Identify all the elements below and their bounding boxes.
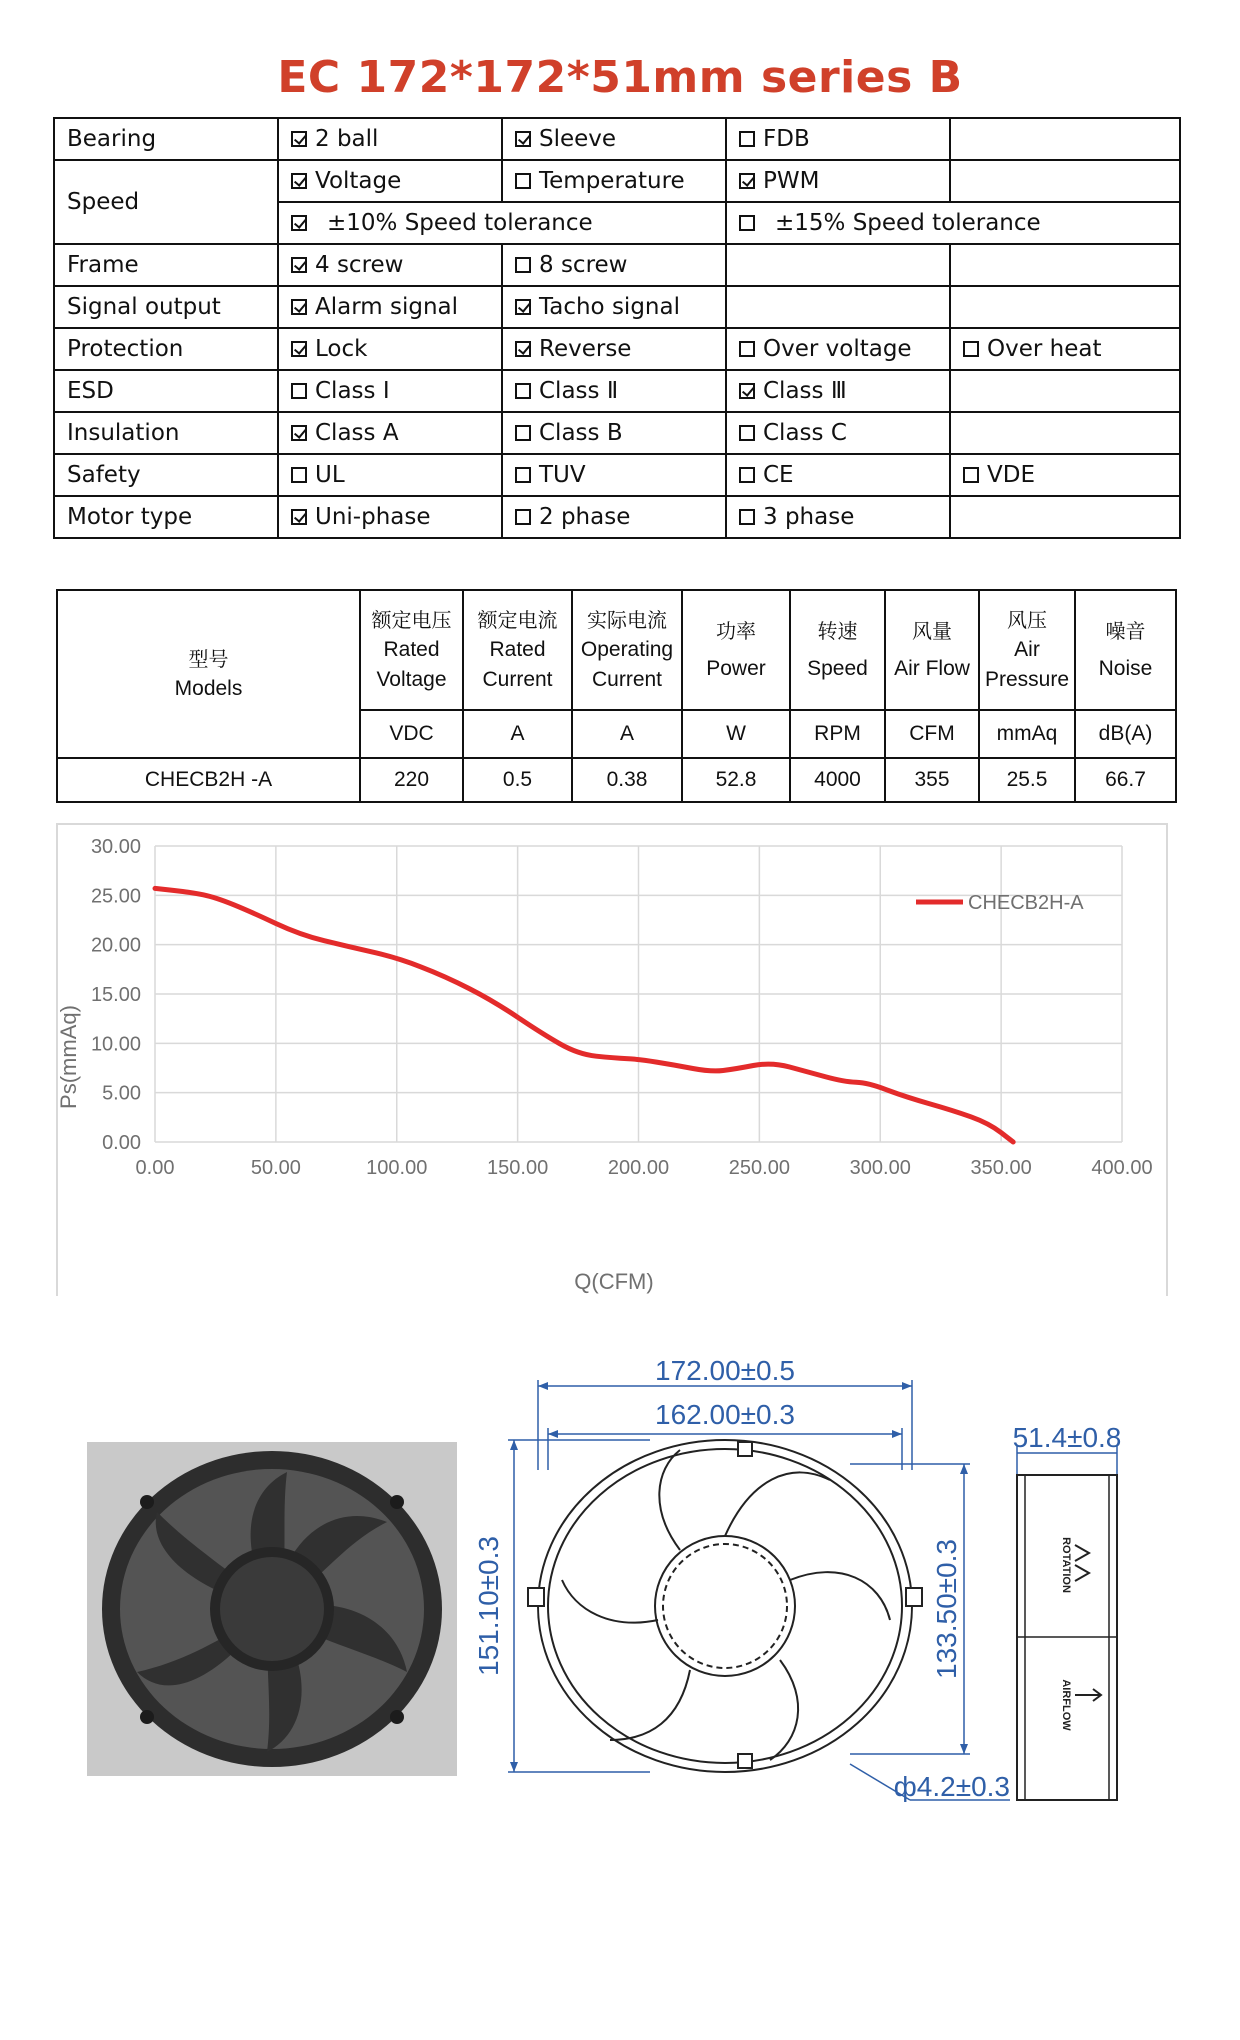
dim-thickness: 51.4±0.8 — [1012, 1422, 1122, 1453]
option-ce: CE — [726, 454, 950, 496]
checked-box-icon — [291, 341, 307, 357]
unit-cell: dB(A) — [1075, 710, 1176, 758]
models-table — [56, 589, 1177, 803]
value-cell: 220 — [360, 758, 463, 802]
y-tick-label: 25.00 — [90, 885, 141, 908]
empty-box-icon — [515, 173, 531, 189]
checked-box-icon — [291, 425, 307, 441]
header-rated-current: 额定电流 Rated Current — [463, 590, 572, 710]
option-class-3: Class Ⅲ — [726, 370, 950, 412]
empty-cell — [950, 496, 1180, 538]
front-dimension-drawing — [473, 1355, 1020, 1820]
empty-cell — [950, 286, 1180, 328]
chart-grid — [155, 846, 1122, 1142]
value-cell: 0.38 — [572, 758, 682, 802]
checked-box-icon — [515, 341, 531, 357]
empty-cell — [950, 118, 1180, 160]
checked-box-icon — [739, 383, 755, 399]
empty-box-icon — [515, 467, 531, 483]
y-tick-label: 15.00 — [90, 984, 141, 1006]
y-tick-label: 30.00 — [90, 836, 141, 858]
rotation-label: ROTATION — [1060, 1537, 1072, 1593]
x-tick-label: 400.00 — [1091, 1157, 1153, 1179]
unit-cell: CFM — [885, 710, 979, 758]
option-ul: UL — [278, 454, 502, 496]
value-cell: 25.5 — [979, 758, 1075, 802]
empty-box-icon — [963, 341, 979, 357]
header-rated-voltage: 额定电压 Rated Voltage — [360, 590, 463, 710]
dim-inner-width: 162.00±0.3 — [655, 1399, 795, 1430]
checked-box-icon — [291, 215, 307, 231]
checked-box-icon — [291, 299, 307, 315]
x-tick-label: 100.00 — [366, 1157, 428, 1179]
header-air-flow: 风量 Air Flow — [885, 590, 979, 710]
x-tick-labels — [136, 1157, 1153, 1179]
empty-box-icon — [291, 383, 307, 399]
page-title: EC 172*172*51mm series B — [277, 52, 963, 103]
empty-cell — [726, 244, 950, 286]
spec-label-signal: Signal output — [54, 286, 278, 328]
empty-cell — [950, 160, 1180, 202]
empty-box-icon — [739, 131, 755, 147]
option-2-phase: 2 phase — [502, 496, 726, 538]
series-line — [155, 888, 1013, 1142]
dim-hole-spacing: 133.50±0.3 — [931, 1539, 962, 1679]
value-cell: 66.7 — [1075, 758, 1176, 802]
option-class-b: Class B — [502, 412, 726, 454]
airflow-label: AIRFLOW — [1060, 1679, 1072, 1731]
spec-label-speed: Speed — [54, 160, 278, 244]
y-axis-label: Ps(mmAq) — [56, 1005, 81, 1109]
unit-cell: mmAq — [979, 710, 1075, 758]
x-tick-label: 350.00 — [970, 1157, 1032, 1179]
pq-chart-frame — [56, 823, 1168, 1296]
spec-label-protection: Protection — [54, 328, 278, 370]
option-8-screw: 8 screw — [502, 244, 726, 286]
dim-hole-diameter: ф4.2±0.3 — [893, 1771, 1010, 1802]
side-dimension-drawing — [995, 1405, 1165, 1815]
option-class-1: Class Ⅰ — [278, 370, 502, 412]
x-axis-label: Q(CFM) — [574, 1269, 654, 1294]
empty-box-icon — [739, 341, 755, 357]
empty-box-icon — [515, 425, 531, 441]
unit-cell: RPM — [790, 710, 885, 758]
empty-cell — [950, 412, 1180, 454]
empty-box-icon — [739, 215, 755, 231]
option-uni-phase: Uni-phase — [278, 496, 502, 538]
checked-box-icon — [291, 509, 307, 525]
option-lock: Lock — [278, 328, 502, 370]
spec-label-esd: ESD — [54, 370, 278, 412]
header-noise: 噪音 Noise — [1075, 590, 1176, 710]
model-name-cell: CHECB2H -A — [57, 758, 360, 802]
y-tick-label: 0.00 — [102, 1132, 141, 1154]
option-3-phase: 3 phase — [726, 496, 950, 538]
y-tick-labels — [91, 836, 141, 1154]
empty-box-icon — [515, 509, 531, 525]
option-15pct-tolerance: ±15% Speed tolerance — [726, 202, 1180, 244]
spec-label-frame: Frame — [54, 244, 278, 286]
unit-cell: A — [572, 710, 682, 758]
header-air-pressure: 风压 Air Pressure — [979, 590, 1075, 710]
option-tacho-signal: Tacho signal — [502, 286, 726, 328]
checked-box-icon — [291, 131, 307, 147]
value-cell: 52.8 — [682, 758, 790, 802]
empty-box-icon — [739, 509, 755, 525]
option-vde: VDE — [950, 454, 1180, 496]
option-class-a: Class A — [278, 412, 502, 454]
x-tick-label: 0.00 — [135, 1157, 175, 1179]
empty-cell — [950, 370, 1180, 412]
fan-photo — [87, 1442, 457, 1776]
option-fdb: FDB — [726, 118, 950, 160]
empty-box-icon — [515, 383, 531, 399]
option-class-c: Class C — [726, 412, 950, 454]
x-tick-label: 150.00 — [487, 1157, 549, 1179]
header-operating-current: 实际电流 Operating Current — [572, 590, 682, 710]
dim-outer-width: 172.00±0.5 — [655, 1355, 795, 1386]
option-sleeve: Sleeve — [502, 118, 726, 160]
option-over-voltage: Over voltage — [726, 328, 950, 370]
empty-box-icon — [291, 467, 307, 483]
spec-label-safety: Safety — [54, 454, 278, 496]
spec-label-bearing: Bearing — [54, 118, 278, 160]
option-pwm: PWM — [726, 160, 950, 202]
header-models: 型号 Models — [57, 590, 360, 758]
spec-table — [53, 117, 1181, 539]
header-power: 功率 Power — [682, 590, 790, 710]
pq-chart — [58, 825, 1166, 1298]
empty-cell — [950, 244, 1180, 286]
unit-cell: W — [682, 710, 790, 758]
option-tuv: TUV — [502, 454, 726, 496]
header-speed: 转速 Speed — [790, 590, 885, 710]
empty-box-icon — [739, 425, 755, 441]
option-alarm-signal: Alarm signal — [278, 286, 502, 328]
checked-box-icon — [291, 257, 307, 273]
spec-label-motor: Motor type — [54, 496, 278, 538]
legend-label: CHECB2H-A — [968, 892, 1084, 914]
checked-box-icon — [739, 173, 755, 189]
value-cell: 0.5 — [463, 758, 572, 802]
empty-box-icon — [515, 257, 531, 273]
y-tick-label: 20.00 — [90, 934, 141, 957]
option-reverse: Reverse — [502, 328, 726, 370]
empty-cell — [726, 286, 950, 328]
checked-box-icon — [291, 173, 307, 189]
option-over-heat: Over heat — [950, 328, 1180, 370]
y-tick-label: 5.00 — [102, 1082, 141, 1105]
x-tick-label: 200.00 — [607, 1157, 670, 1179]
x-tick-label: 250.00 — [728, 1157, 790, 1179]
option-temperature: Temperature — [502, 160, 726, 202]
checked-box-icon — [515, 131, 531, 147]
empty-box-icon — [739, 467, 755, 483]
dim-height: 151.10±0.3 — [473, 1536, 504, 1676]
x-tick-label: 50.00 — [250, 1157, 301, 1179]
option-10pct-tolerance: ±10% Speed tolerance — [278, 202, 726, 244]
spec-label-insulation: Insulation — [54, 412, 278, 454]
checked-box-icon — [515, 299, 531, 315]
y-tick-label: 10.00 — [90, 1033, 141, 1056]
x-tick-label: 300.00 — [849, 1157, 911, 1179]
unit-cell: A — [463, 710, 572, 758]
empty-box-icon — [963, 467, 979, 483]
option-class-2: Class Ⅱ — [502, 370, 726, 412]
option-voltage: Voltage — [278, 160, 502, 202]
unit-cell: VDC — [360, 710, 463, 758]
option-2-ball: 2 ball — [278, 118, 502, 160]
option-4-screw: 4 screw — [278, 244, 502, 286]
value-cell: 355 — [885, 758, 979, 802]
value-cell: 4000 — [790, 758, 885, 802]
